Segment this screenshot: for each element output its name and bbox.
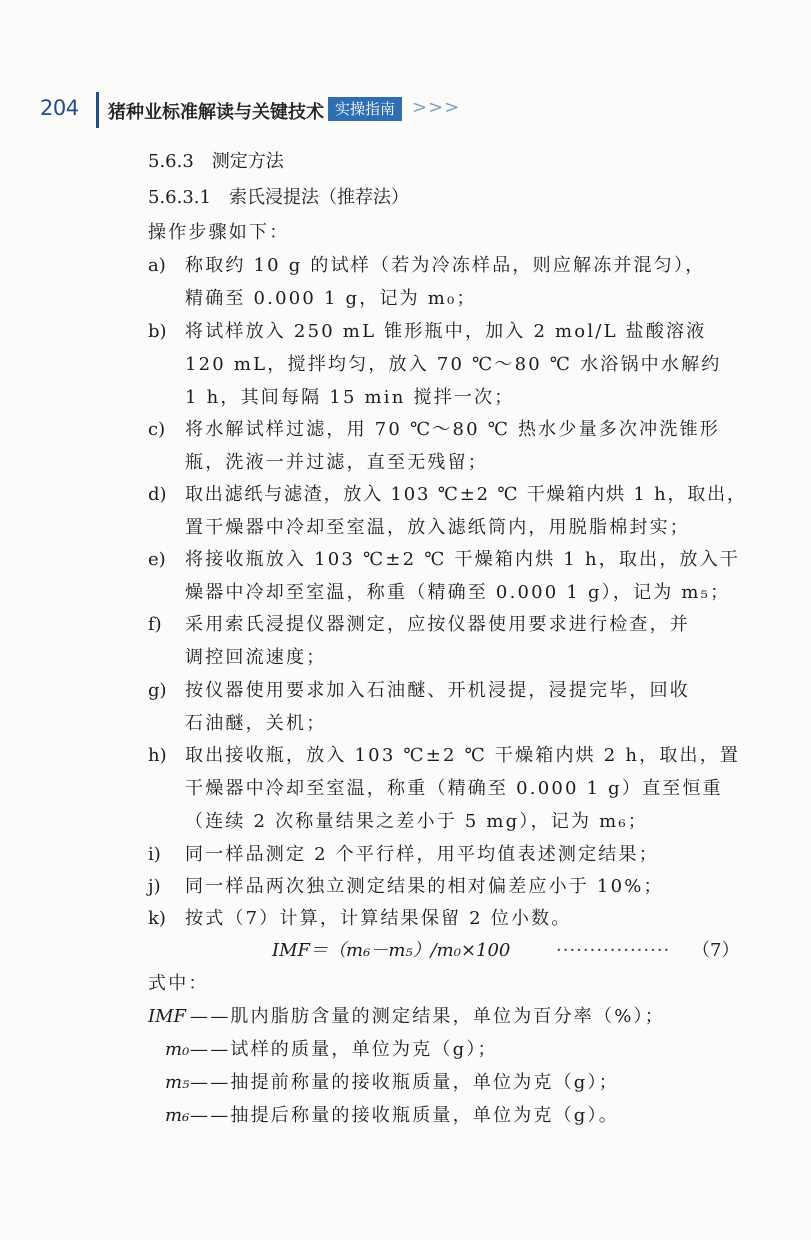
running-header bbox=[40, 92, 780, 132]
step-line: 采用索氏浸提仪器测定，应按仪器使用要求进行检查，并 bbox=[185, 614, 690, 635]
step-label: g) bbox=[148, 680, 167, 701]
step-line: 1 h，其间每隔 15 min 搅拌一次； bbox=[185, 387, 515, 408]
step-label: b) bbox=[148, 321, 167, 342]
definition-text: ——抽提后称量的接收瓶质量，单位为克（g）。 bbox=[190, 1105, 619, 1126]
step-line: 燥器中冷却至室温，称重（精确至 0.000 1 g），记为 m₅； bbox=[185, 582, 731, 603]
step-label: a) bbox=[148, 255, 166, 276]
step-line: 将试样放入 250 mL 锥形瓶中，加入 2 mol/L 盐酸溶液 bbox=[185, 321, 707, 342]
step-line: 称取约 10 g 的试样（若为冷冻样品，则应解冻并混匀）， bbox=[185, 255, 706, 276]
section-heading-5-6-3: 5.6.3 测定方法 bbox=[148, 151, 284, 172]
where-label: 式中： bbox=[148, 973, 209, 994]
step-label: d) bbox=[148, 484, 167, 505]
definition-text: ——抽提前称量的接收瓶质量，单位为克（g）； bbox=[190, 1072, 619, 1093]
step-line: 同一样品测定 2 个平行样，用平均值表述测定结果； bbox=[185, 844, 659, 865]
step-line: 按仪器使用要求加入石油醚、开机浸提，浸提完毕，回收 bbox=[185, 680, 690, 701]
chevron-arrows-icon: >>> bbox=[412, 97, 461, 118]
header-divider bbox=[96, 92, 99, 128]
definition-symbol: m₅ bbox=[165, 1072, 190, 1093]
step-line: 按式（7）计算，计算结果保留 2 位小数。 bbox=[185, 908, 572, 929]
step-line: 石油醚，关机； bbox=[185, 713, 327, 734]
formula-leader: ················· bbox=[556, 940, 671, 961]
step-label: f) bbox=[148, 614, 162, 635]
step-label: e) bbox=[148, 549, 166, 570]
step-line: 取出接收瓶，放入 103 ℃±2 ℃ 干燥箱内烘 2 h，取出，置 bbox=[185, 745, 741, 766]
step-line: 取出滤纸与滤渣，放入 103 ℃±2 ℃ 干燥箱内烘 1 h，取出， bbox=[185, 484, 747, 505]
step-line: 干燥器中冷却至室温，称重（精确至 0.000 1 g）直至恒重 bbox=[185, 778, 723, 799]
step-label: j) bbox=[148, 876, 161, 897]
step-line: （连续 2 次称量结果之差小于 5 mg），记为 m₆； bbox=[185, 811, 648, 832]
step-line: 置干燥器中冷却至室温，放入滤纸筒内，用脱脂棉封实； bbox=[185, 517, 690, 538]
definition-symbol: m₀ bbox=[165, 1039, 190, 1060]
formula-expression: IMF＝（m₆－m₅）/m₀×100 bbox=[272, 940, 511, 961]
definition-symbol: m₆ bbox=[165, 1105, 190, 1126]
step-line: 精确至 0.000 1 g，记为 m₀； bbox=[185, 288, 477, 309]
step-line: 调控回流速度； bbox=[185, 647, 327, 668]
step-line: 将接收瓶放入 103 ℃±2 ℃ 干燥箱内烘 1 h，取出，放入干 bbox=[185, 549, 741, 570]
page-number: 204 bbox=[40, 96, 79, 120]
step-label: c) bbox=[148, 419, 166, 440]
step-label: k) bbox=[148, 908, 166, 929]
step-line: 将水解试样过滤，用 70 ℃～80 ℃ 热水少量多次冲洗锥形 bbox=[185, 419, 720, 440]
definition-symbol: IMF bbox=[148, 1006, 187, 1027]
step-label: i) bbox=[148, 844, 161, 865]
definition-text: ——肌内脂肪含量的测定结果，单位为百分率（%）； bbox=[190, 1006, 665, 1027]
intro-text: 操作步骤如下： bbox=[148, 222, 290, 243]
step-line: 瓶，洗液一并过滤，直至无残留； bbox=[185, 452, 488, 473]
book-title: 猪种业标准解读与关键技术 bbox=[108, 102, 324, 123]
formula-number: （7） bbox=[692, 940, 740, 961]
step-line: 同一样品两次独立测定结果的相对偏差应小于 10%； bbox=[185, 876, 664, 897]
header-badge: 实操指南 bbox=[328, 97, 402, 121]
step-line: 120 mL，搅拌均匀，放入 70 ℃～80 ℃ 水浴锅中水解约 bbox=[185, 354, 722, 375]
step-label: h) bbox=[148, 745, 167, 766]
definition-text: ——试样的质量，单位为克（g）； bbox=[190, 1039, 498, 1060]
section-heading-5-6-3-1: 5.6.3.1 索氏浸提法（推荐法） bbox=[148, 187, 409, 208]
